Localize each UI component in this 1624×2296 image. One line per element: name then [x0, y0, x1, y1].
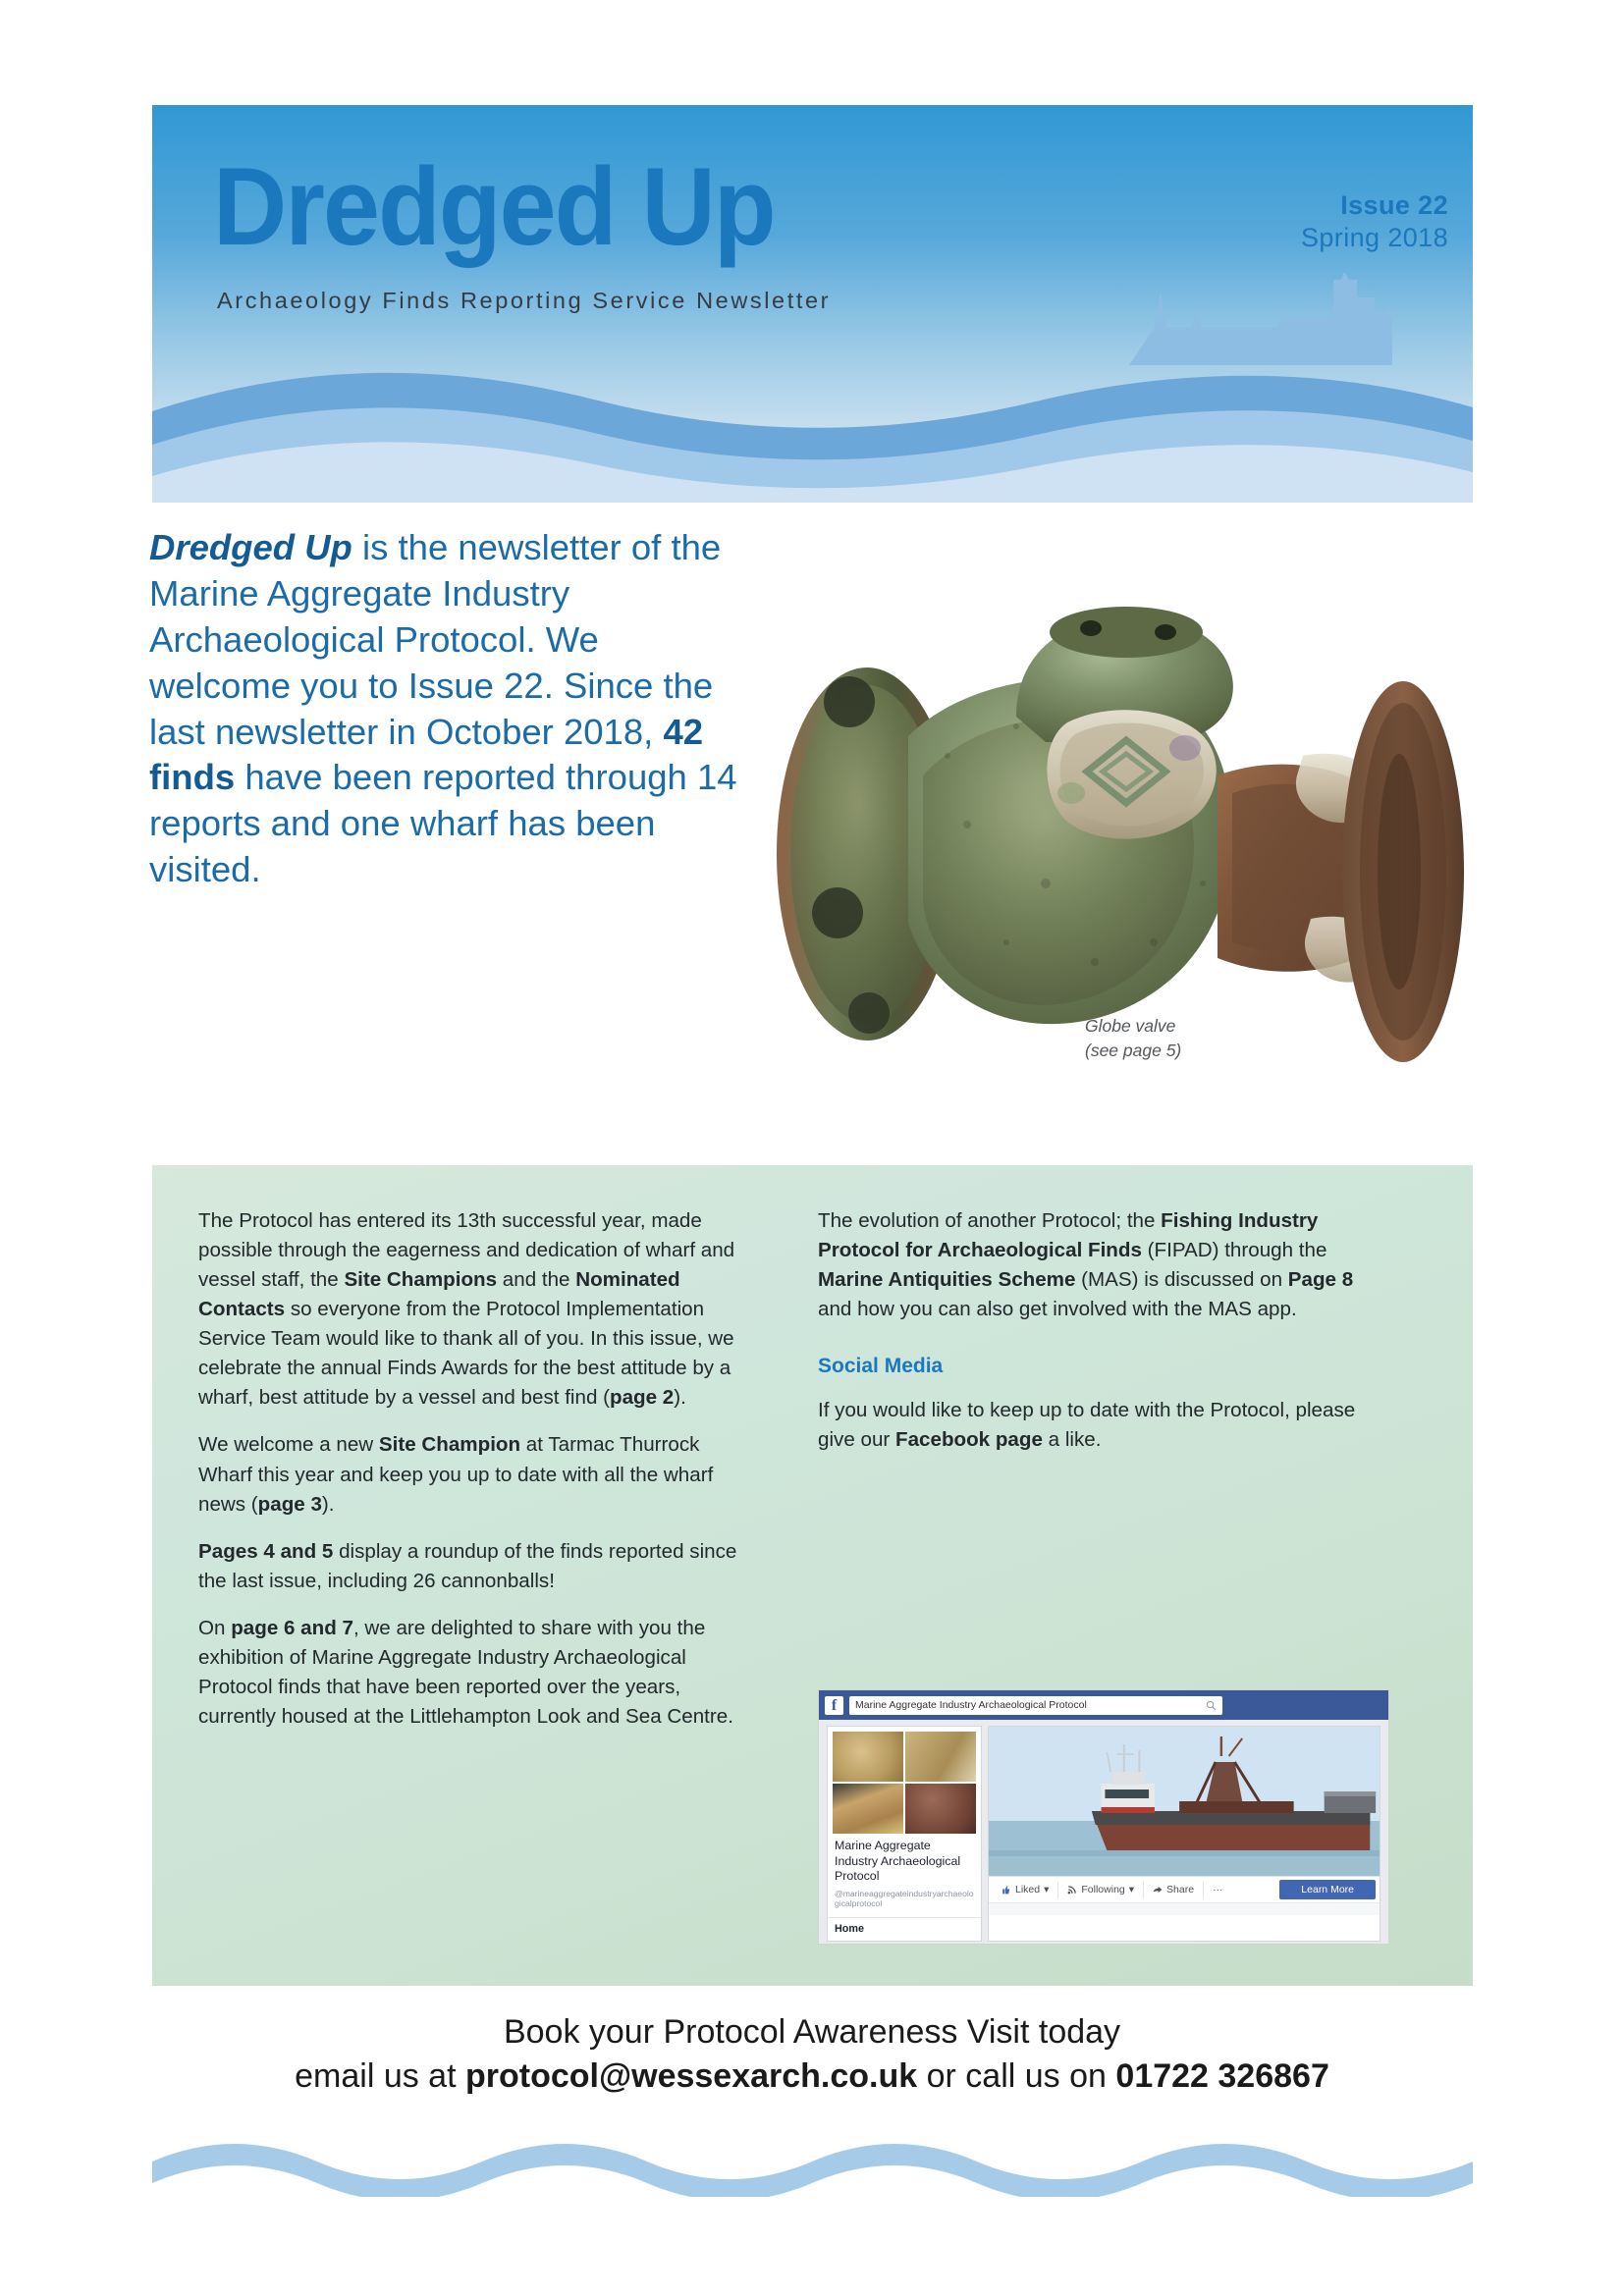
avatar-tile-3: [833, 1784, 903, 1834]
facebook-liked-caret: ▾: [1044, 1884, 1050, 1896]
footer-line-1: Book your Protocol Awareness Visit today: [503, 2013, 1121, 2051]
lp1-c: and the: [497, 1268, 576, 1292]
hero-photo-caption: [1085, 1014, 1181, 1064]
issue-season: Spring 2018: [1300, 222, 1448, 252]
right-paragraph-2: [818, 1396, 1385, 1455]
dredger-vessel-photo: [989, 1727, 1380, 1876]
facebook-following-button[interactable]: [1058, 1882, 1144, 1898]
rss-icon: [1067, 1885, 1077, 1895]
social-media-heading: Social Media: [818, 1355, 944, 1378]
footer-contact: [0, 2010, 1624, 2099]
facebook-more-button[interactable]: [1204, 1882, 1232, 1898]
facebook-main-rail: [988, 1726, 1380, 1942]
left-paragraph-4: [198, 1614, 748, 1732]
footer-phone-prefix: or call us on: [917, 2056, 1116, 2095]
lp1-d: so everyone from the Protocol Implementation Service Team would like to thank all of you. In this issue, we celebrate the annual Finds Awards for the best attitude by a wharf, best attitude by a vessel and best find (: [198, 1298, 734, 1410]
rp1-b2: Marine Antiquities Scheme: [818, 1268, 1076, 1292]
left-paragraph-1: [198, 1206, 748, 1413]
facebook-page-name: Marine Aggregate Industry Archaeological Protocol: [835, 1839, 961, 1884]
intro-paragraph: [149, 525, 748, 893]
facebook-share-button[interactable]: [1144, 1882, 1204, 1898]
masthead: [152, 105, 1473, 503]
share-arrow-icon: [1153, 1885, 1163, 1895]
rp2-b1: Facebook page: [895, 1427, 1043, 1451]
facebook-share-label: Share: [1166, 1884, 1195, 1896]
facebook-home-tab[interactable]: Home: [828, 1917, 981, 1941]
avatar-tile-2: [905, 1732, 976, 1782]
search-icon: [1206, 1700, 1217, 1711]
footer-email: protocol@wessexarch.co.uk: [464, 2056, 918, 2095]
facebook-learn-more-button[interactable]: Learn More: [1279, 1880, 1376, 1899]
lp2-b1: Site Champion: [378, 1433, 521, 1457]
rp1-b3: Page 8: [1287, 1268, 1354, 1292]
page-title: Dredged Up: [213, 145, 775, 268]
avatar-tile-1: [833, 1732, 903, 1782]
intro-text-part1: is the newsletter of the Marine Aggregate Industry Archaeological Protocol. We welcome you to Issue 22. Since the last newsletter in October 2018,: [149, 527, 722, 752]
more-icon: ···: [1213, 1884, 1223, 1896]
footer-line-2: [0, 2055, 1624, 2099]
rp1-c: (FIPAD) through the: [1141, 1239, 1327, 1262]
lp3-b1: Pages 4 and 5: [198, 1539, 334, 1563]
facebook-top-bar: [819, 1690, 1388, 1720]
footer-email-prefix: email us at: [295, 2056, 465, 2095]
facebook-cover-photo: [989, 1727, 1380, 1876]
intro-brand: Dredged Up: [149, 527, 352, 567]
hero-caption-line2: (see page 5): [1085, 1041, 1182, 1061]
facebook-page-screenshot: [818, 1689, 1389, 1945]
lp2-c: at Tarmac Thurrock Wharf this year and keep you up to date with all the wharf news (: [198, 1433, 714, 1516]
left-paragraph-3: [198, 1537, 748, 1596]
rp1-a: The evolution of another Protocol; the: [818, 1209, 1162, 1232]
thumbs-up-icon: [1001, 1885, 1011, 1895]
lp2-a: We welcome a new: [198, 1433, 379, 1457]
facebook-logo-icon: f: [825, 1696, 843, 1715]
facebook-body: [819, 1720, 1388, 1944]
avatar-tile-4: [905, 1784, 976, 1834]
facebook-page-handle: @marineaggregateindustryarchaeologicalprotocol: [835, 1888, 974, 1909]
rp1-d: (MAS) is discussed on: [1075, 1268, 1288, 1292]
facebook-liked-button[interactable]: [993, 1882, 1058, 1898]
hero-caption-line1: Globe valve: [1085, 1016, 1176, 1036]
lp1-b3: page 2: [609, 1386, 675, 1410]
lp1-e: ).: [674, 1386, 686, 1410]
lp2-b2: page 3: [257, 1492, 322, 1516]
editorial-panel: [152, 1165, 1473, 1986]
rp1-e: and how you can also get involved with the MAS app.: [818, 1298, 1297, 1321]
issue-number: Issue 22: [1340, 190, 1448, 220]
lp4-c: , we are delighted to share with you the exhibition of Marine Aggregate Industry Archaeological Protocol finds that have been reported over the years, currently housed at the Littlehampton Look and Sea Centre.: [198, 1616, 733, 1728]
masthead-subtitle: Archaeology Finds Reporting Service Newsletter: [217, 288, 832, 313]
issue-info: [1301, 189, 1448, 254]
lp4-a: On: [198, 1616, 232, 1639]
facebook-following-caret: ▾: [1128, 1884, 1135, 1896]
lp3-a: display a roundup of the finds reported since the last issue, including 26 cannonballs!: [198, 1539, 737, 1592]
facebook-search-box[interactable]: [849, 1696, 1222, 1715]
left-paragraph-2: [198, 1430, 748, 1519]
rp1-b1: Fishing Industry Protocol for Archaeological Finds: [818, 1209, 1319, 1262]
rp2-a: If you would like to keep up to date with the Protocol, please give our: [818, 1398, 1356, 1451]
lp2-d: ).: [321, 1492, 335, 1516]
facebook-content-strip: [989, 1902, 1380, 1915]
lp4-b1: page 6 and 7: [231, 1616, 353, 1639]
editorial-left-column: [198, 1206, 748, 1749]
facebook-action-bar: [989, 1876, 1380, 1902]
facebook-liked-label: Liked: [1015, 1884, 1041, 1896]
facebook-profile-picture[interactable]: [833, 1732, 976, 1834]
facebook-left-rail: [827, 1726, 982, 1942]
right-paragraph-1: [818, 1206, 1385, 1324]
editorial-right-column: [818, 1206, 1385, 1472]
masthead-wave-decoration: [152, 350, 1473, 503]
intro-highlight: 42 finds: [149, 711, 704, 798]
facebook-following-label: Following: [1081, 1884, 1125, 1896]
facebook-search-input[interactable]: Marine Aggregate Industry Archaeological Protocol: [855, 1699, 1087, 1711]
lp1-b1: Site Champions: [344, 1268, 498, 1292]
intro-text-part2: have been reported through 14 reports and one wharf has been visited.: [149, 757, 737, 890]
lp1-a: The Protocol has entered its 13th successful year, made possible through the eagerness and dedication of wharf and vessel staff, the: [198, 1209, 735, 1292]
footer-phone: 01722 326867: [1115, 2056, 1329, 2095]
footer-wave-decoration: [152, 2136, 1473, 2197]
rp2-c: a like.: [1042, 1427, 1102, 1451]
lp1-b2: Nominated Contacts: [198, 1268, 680, 1321]
